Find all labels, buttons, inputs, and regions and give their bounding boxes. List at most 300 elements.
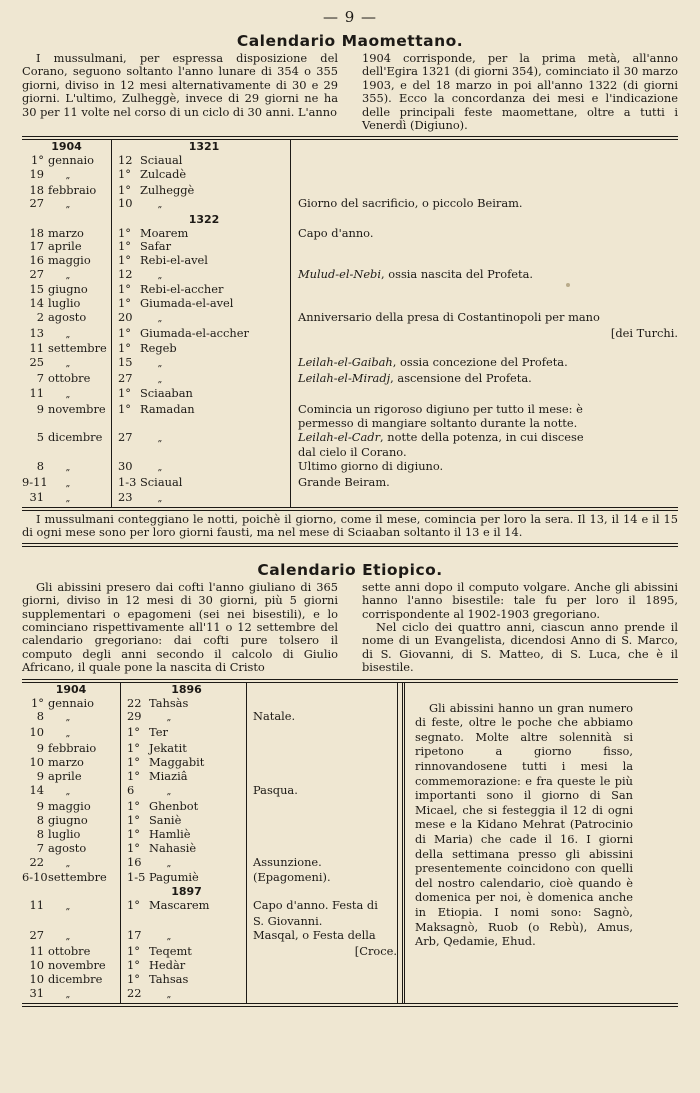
- calendar-day: 1°: [127, 943, 140, 958]
- calendar-date: [121, 959, 247, 973]
- year-hegira-1321: 1321: [112, 140, 291, 154]
- calendar-day: 1°: [118, 386, 131, 401]
- calendar-day: 1-3: [118, 474, 137, 489]
- calendar-day: 27: [118, 429, 133, 444]
- event: [247, 987, 398, 1003]
- calendar-day: 1°: [118, 282, 131, 297]
- gregorian-month: „: [65, 390, 71, 401]
- calendar-day: 22: [127, 695, 142, 710]
- event: [291, 387, 679, 403]
- calendar-month: Zulheggè: [140, 182, 195, 197]
- event-text: Capo d'anno.: [298, 225, 374, 240]
- event: [247, 814, 398, 828]
- calendar-month: Teqemt: [149, 943, 192, 958]
- calendar-month: Sciaaban: [140, 386, 193, 401]
- ethiopic-intro: [22, 581, 678, 675]
- gregorian-day: 9: [36, 798, 44, 813]
- gregorian-month: settembre: [48, 341, 107, 356]
- ethiopic-intro-left: Gli abissini presero dai cofti l'anno giuliano di 365 giorni, diviso in 12 mesi di 30 giorni, più 5 giorni supplementari o epagomeni (sei nei bisestili), e lo cominciano rispettivamente all'11 o 12 settembre del calendario gregoriano: dai cofti pure tolsero il computo degli anni secondo il calcolo di Giulio Africano, il quale pone la nascita di Cristo: [22, 579, 338, 675]
- gregorian-date: [22, 814, 121, 828]
- gregorian-month: „: [65, 902, 71, 913]
- calendar-day: 1°: [118, 402, 131, 417]
- gregorian-day: 11: [29, 943, 44, 958]
- event: [291, 491, 679, 507]
- gregorian-month: dicembre: [48, 971, 103, 986]
- gregorian-date: [22, 311, 112, 327]
- gregorian-date: [22, 403, 112, 417]
- calendar-month: Regeb: [140, 341, 177, 356]
- event: [291, 327, 679, 343]
- calendar-date: [121, 987, 247, 1003]
- calendar-month: „: [166, 858, 172, 869]
- gregorian-day: 7: [36, 370, 44, 385]
- gregorian-day: 11: [29, 341, 44, 356]
- paper-spot: [566, 283, 570, 287]
- calendar-date: [112, 387, 291, 403]
- table-row: [22, 403, 678, 417]
- gregorian-month: agosto: [48, 309, 87, 324]
- gregorian-date: [22, 899, 121, 915]
- table-row: [22, 227, 678, 241]
- event-text: Ultimo giorno di digiuno.: [298, 458, 444, 473]
- gregorian-day: 9: [36, 741, 44, 756]
- gregorian-date: [22, 800, 121, 814]
- calendar-date: [112, 327, 291, 343]
- gregorian-month: marzo: [48, 755, 84, 770]
- event: [291, 283, 679, 297]
- gregorian-month: febbraio: [48, 182, 97, 197]
- calendar-day: 1°: [127, 798, 140, 813]
- gregorian-day: 27: [29, 196, 44, 211]
- event-text: Pasqua.: [253, 783, 298, 798]
- event-text: Anniversario della presa di Costantinopoli per mano: [298, 309, 600, 324]
- calendar-date: [112, 372, 291, 388]
- double-rule: [22, 507, 678, 511]
- calendar-month: Sciaual: [140, 474, 183, 489]
- table-row: [22, 254, 678, 268]
- table-row: [22, 431, 678, 447]
- event-text: Capo d'anno. Festa di: [253, 898, 378, 913]
- double-rule: [22, 1003, 678, 1007]
- calendar-date: [121, 710, 247, 726]
- gregorian-day: 1°: [31, 695, 44, 710]
- gregorian-date: [22, 842, 121, 856]
- calendar-date: [112, 197, 291, 213]
- gregorian-month: luglio: [48, 826, 81, 841]
- calendar-day: 23: [118, 490, 133, 505]
- calendar-day: 1°: [127, 741, 140, 756]
- table-row: [22, 697, 398, 711]
- gregorian-date: [22, 240, 112, 254]
- calendar-date: [121, 814, 247, 828]
- event: [291, 356, 679, 372]
- gregorian-month: aprile: [48, 239, 82, 254]
- ethiopic-calendar-title: Calendario Etiopico.: [257, 560, 443, 579]
- calendar-date: [121, 929, 247, 945]
- table-row: [22, 154, 678, 168]
- gregorian-day: 9-11: [22, 474, 48, 489]
- table-row: [22, 871, 398, 885]
- gregorian-date: [22, 871, 121, 885]
- event-text: [Croce.: [354, 943, 397, 958]
- gregorian-day: 10: [29, 755, 44, 770]
- gregorian-date: [22, 945, 121, 959]
- gregorian-month: „: [65, 932, 71, 943]
- gregorian-date: [22, 987, 121, 1003]
- gregorian-date: [22, 197, 112, 213]
- calendar-month: Giumada-el-avel: [140, 296, 234, 311]
- calendar-day: 1°: [118, 341, 131, 356]
- calendar-month: Safar: [140, 239, 172, 254]
- calendar-date: [121, 742, 247, 756]
- ethiopic-side-note: [402, 683, 633, 1003]
- calendar-month: „: [157, 358, 163, 369]
- year-ethiopic-1896: 1896: [121, 683, 247, 697]
- table-row: [22, 945, 398, 959]
- calendar-month: Jekatit: [149, 741, 187, 756]
- event: [291, 268, 679, 284]
- event: [247, 842, 398, 856]
- year-ethiopic-1897: 1897: [121, 885, 247, 899]
- event: [291, 403, 679, 417]
- gregorian-month: maggio: [48, 798, 91, 813]
- calendar-date: [112, 476, 291, 492]
- gregorian-date: [22, 417, 112, 431]
- calendar-month: Moarem: [140, 225, 189, 240]
- islamic-calendar-title: Calendario Maomettano.: [236, 32, 464, 50]
- year-header-row: [22, 213, 678, 227]
- event: [247, 770, 398, 784]
- event: [291, 197, 679, 213]
- table-row: [22, 240, 678, 254]
- table-row: [22, 476, 678, 492]
- calendar-month: Hedàr: [149, 957, 186, 972]
- table-row: [22, 356, 678, 372]
- event: [247, 742, 398, 756]
- gregorian-month: novembre: [48, 957, 106, 972]
- calendar-date: [121, 945, 247, 959]
- calendar-month: „: [157, 313, 163, 324]
- table-row: [22, 856, 398, 872]
- gregorian-day: 10: [29, 725, 44, 740]
- event: [291, 342, 679, 356]
- calendar-month: Rebi-el-accher: [140, 282, 224, 297]
- table-row: [22, 756, 398, 770]
- calendar-month: „: [166, 989, 172, 1000]
- calendar-date: [121, 856, 247, 872]
- calendar-date: [112, 417, 291, 431]
- table-row: [22, 726, 398, 742]
- calendar-date: [121, 973, 247, 987]
- calendar-date: [112, 403, 291, 417]
- gregorian-month: gennaio: [48, 153, 94, 168]
- event: [291, 240, 679, 254]
- gregorian-day: 27: [29, 928, 44, 943]
- table-row: [22, 268, 678, 284]
- calendar-date: [121, 784, 247, 800]
- gregorian-day: 6-10: [22, 870, 48, 885]
- calendar-date: [112, 491, 291, 507]
- event-text: Leilah-el-Gaibah, ossia concezione del Profeta.: [298, 354, 568, 369]
- gregorian-month: „: [65, 462, 71, 473]
- calendar-month: Miaziâ: [149, 769, 188, 784]
- calendar-date: [112, 184, 291, 198]
- table-row: [22, 973, 398, 987]
- calendar-day: 1°: [127, 957, 140, 972]
- calendar-date: [112, 283, 291, 297]
- gregorian-month: gennaio: [48, 695, 94, 710]
- event: [247, 856, 398, 872]
- event-text: dal cielo il Corano.: [298, 445, 407, 460]
- gregorian-day: 10: [29, 957, 44, 972]
- gregorian-date: [22, 268, 112, 284]
- gregorian-day: 13: [29, 325, 44, 340]
- gregorian-day: 27: [29, 266, 44, 281]
- table-row: [22, 342, 678, 356]
- gregorian-day: 8: [36, 812, 44, 827]
- calendar-day: 10: [118, 196, 133, 211]
- calendar-month: Rebi-el-avel: [140, 253, 208, 268]
- gregorian-month: marzo: [48, 225, 84, 240]
- table-row: [22, 184, 678, 198]
- event-text: [dei Turchi.: [610, 325, 678, 340]
- calendar-month: „: [166, 713, 172, 724]
- calendar-day: 30: [118, 458, 133, 473]
- page-number: — 9 —: [322, 8, 378, 26]
- calendar-day: 1°: [127, 769, 140, 784]
- gregorian-day: 8: [36, 709, 44, 724]
- calendar-date: [121, 756, 247, 770]
- calendar-date: [112, 227, 291, 241]
- event-text: Grande Beiram.: [298, 474, 390, 489]
- gregorian-month: „: [65, 494, 71, 505]
- year-gregorian: 1904: [22, 683, 121, 697]
- gregorian-month: giugno: [48, 812, 88, 827]
- calendar-date: [121, 726, 247, 742]
- calendar-month: Ter: [149, 725, 168, 740]
- calendar-date: [112, 311, 291, 327]
- event: [291, 372, 679, 388]
- event: [247, 784, 398, 800]
- calendar-month: Ramadan: [140, 402, 195, 417]
- gregorian-date: [22, 327, 112, 343]
- gregorian-month: settembre: [48, 870, 107, 885]
- calendar-date: [112, 240, 291, 254]
- event: [291, 297, 679, 311]
- table-row: [22, 784, 398, 800]
- page: [22, 8, 678, 1007]
- calendar-day: 1°: [118, 296, 131, 311]
- ethiopic-side-note-text: Gli abissini hanno un gran numero di feste, oltre le poche che abbiamo segnato. Molte altre solennità si ripetono a giorno fisso, rinnovandosene tutti i mesi la commemorazione: e fra queste le più importanti sono il giorno di San Micael, che si festeggia il 12 di ogni mese e la Kidano Mehrat (Patrocinio di Maria) che cade il 16. I giorni della settimana presso gli abissini presentemente coincidono con quelli del nostro calendario, cioè quando è domenica per noi, è domenica anche in Etiopia. I nomi sono: Sagnò, Maksagnò, Ruob (o Rebù), Amus, Arb, Qedamie, Ehud.: [415, 700, 633, 949]
- event: [291, 227, 679, 241]
- calendar-day: 1°: [127, 898, 140, 913]
- event: [291, 154, 679, 168]
- gregorian-date: [22, 915, 121, 929]
- event: [247, 915, 398, 929]
- gregorian-day: 18: [29, 225, 44, 240]
- gregorian-month: „: [65, 478, 71, 489]
- gregorian-date: [22, 756, 121, 770]
- gregorian-date: [22, 154, 112, 168]
- calendar-month: Mascarem: [149, 898, 210, 913]
- event-text: Assunzione.: [253, 854, 322, 869]
- calendar-day: 1°: [127, 725, 140, 740]
- event-text: Natale.: [253, 709, 296, 724]
- calendar-date: [112, 342, 291, 356]
- calendar-date: [121, 800, 247, 814]
- gregorian-month: „: [65, 358, 71, 369]
- calendar-day: 12: [118, 153, 133, 168]
- event-text: Comincia un rigoroso digiuno per tutto il mese: è: [298, 402, 583, 417]
- table-row: [22, 168, 678, 184]
- event: [247, 697, 398, 711]
- gregorian-date: [22, 254, 112, 268]
- table-row: [22, 372, 678, 388]
- calendar-month: Maggabit: [149, 755, 205, 770]
- gregorian-date: [22, 476, 112, 492]
- gregorian-month: agosto: [48, 840, 87, 855]
- calendar-month: Nahasiè: [149, 840, 197, 855]
- gregorian-month: „: [65, 989, 71, 1000]
- gregorian-month: „: [65, 170, 71, 181]
- gregorian-date: [22, 227, 112, 241]
- gregorian-month: ottobre: [48, 370, 91, 385]
- gregorian-month: „: [65, 270, 71, 281]
- gregorian-day: 9: [36, 402, 44, 417]
- calendar-day: 1°: [127, 826, 140, 841]
- table-row: [22, 197, 678, 213]
- event-text: Mulud-el-Nebi, ossia nascita del Profeta.: [298, 266, 534, 281]
- gregorian-month: „: [65, 858, 71, 869]
- calendar-day: 12: [118, 266, 133, 281]
- calendar-month: Pagumiè: [149, 870, 199, 885]
- calendar-date: [112, 268, 291, 284]
- gregorian-day: 31: [29, 985, 44, 1000]
- event: [291, 431, 679, 447]
- table-row: [22, 770, 398, 784]
- event: [291, 254, 679, 268]
- calendar-date: [121, 871, 247, 885]
- event: [291, 168, 679, 184]
- gregorian-month: novembre: [48, 402, 106, 417]
- calendar-date: [112, 431, 291, 447]
- table-row: [22, 742, 398, 756]
- calendar-date: [121, 828, 247, 842]
- calendar-month: Giumada-el-accher: [140, 325, 249, 340]
- gregorian-date: [22, 959, 121, 973]
- event: [291, 460, 679, 476]
- calendar-day: 1°: [127, 971, 140, 986]
- ethiopic-intro-right-1: sette anni dopo il computo volgare. Anche gli abissini hanno l'anno bisestile: tale fu per loro il 1895, corrispondente al 1902-1903 gregoriano.: [362, 579, 678, 621]
- table-row: [22, 929, 398, 945]
- calendar-month: Zulcadè: [140, 166, 187, 181]
- gregorian-day: 11: [29, 898, 44, 913]
- gregorian-date: [22, 697, 121, 711]
- islamic-intro: [22, 52, 678, 132]
- event: [291, 184, 679, 198]
- calendar-month: Saniè: [149, 812, 182, 827]
- gregorian-month: „: [65, 329, 71, 340]
- calendar-month: „: [157, 494, 163, 505]
- islamic-intro-right: 1904 corrisponde, per la prima metà, all'anno dell'Egira 1321 (di giorni 354), cominciato il 30 marzo 1903, e del 18 marzo in poi all'anno 1322 (di giorni 355). Ecco la concordanza dei mesi e l'indicazione delle principali feste maomettane, oltre a tutti i Venerdì (Digiuno).: [362, 51, 678, 133]
- gregorian-date: [22, 356, 112, 372]
- event: [247, 726, 398, 742]
- event-text: Giorno del sacrificio, o piccolo Beiram.: [298, 196, 523, 211]
- gregorian-day: 17: [29, 239, 44, 254]
- event: [247, 959, 398, 973]
- table-row: [22, 842, 398, 856]
- gregorian-date: [22, 168, 112, 184]
- event-text: Leilah-el-Miradj, ascensione del Profeta.: [298, 370, 532, 385]
- gregorian-day: 14: [29, 296, 44, 311]
- event: [247, 828, 398, 842]
- gregorian-date: [22, 431, 112, 447]
- calendar-day: 1°: [127, 812, 140, 827]
- table-row: [22, 297, 678, 311]
- calendar-date: [121, 915, 247, 929]
- table-row: [22, 828, 398, 842]
- gregorian-date: [22, 342, 112, 356]
- gregorian-date: [22, 460, 112, 476]
- calendar-day: 1°: [127, 755, 140, 770]
- calendar-day: 22: [127, 985, 142, 1000]
- event-text: permesso di mangiare soltanto durante la notte.: [298, 415, 578, 430]
- table-row: [22, 915, 398, 929]
- year-hegira-1322: 1322: [112, 213, 291, 227]
- calendar-day: 1°: [118, 325, 131, 340]
- event-text: (Epagomeni).: [253, 870, 331, 885]
- gregorian-date: [22, 742, 121, 756]
- table-row: [22, 987, 398, 1003]
- calendar-date: [121, 697, 247, 711]
- event: [247, 945, 398, 959]
- gregorian-day: 1°: [31, 153, 44, 168]
- gregorian-month: luglio: [48, 296, 81, 311]
- table-row: [22, 446, 678, 460]
- gregorian-date: [22, 726, 121, 742]
- gregorian-date: [22, 784, 121, 800]
- calendar-month: „: [157, 462, 163, 473]
- gregorian-date: [22, 856, 121, 872]
- calendar-day: 1°: [118, 225, 131, 240]
- event: [291, 476, 679, 492]
- calendar-day: 1°: [118, 166, 131, 181]
- gregorian-month: dicembre: [48, 429, 103, 444]
- event: [247, 929, 398, 945]
- calendar-day: 17: [127, 928, 142, 943]
- calendar-month: „: [166, 787, 172, 798]
- calendar-day: 27: [118, 370, 133, 385]
- gregorian-date: [22, 710, 121, 726]
- gregorian-month: ottobre: [48, 943, 91, 958]
- gregorian-date: [22, 770, 121, 784]
- calendar-date: [112, 297, 291, 311]
- gregorian-date: [22, 283, 112, 297]
- calendar-day: 1°: [127, 840, 140, 855]
- event: [247, 800, 398, 814]
- event: [247, 973, 398, 987]
- event-text: S. Giovanni.: [253, 914, 323, 929]
- gregorian-day: 7: [36, 840, 44, 855]
- table-row: [22, 417, 678, 431]
- table-row: [22, 460, 678, 476]
- gregorian-day: 11: [29, 386, 44, 401]
- gregorian-day: 19: [29, 166, 44, 181]
- event: [247, 899, 398, 915]
- gregorian-day: 2: [36, 309, 44, 324]
- gregorian-day: 16: [29, 253, 44, 268]
- calendar-date: [112, 168, 291, 184]
